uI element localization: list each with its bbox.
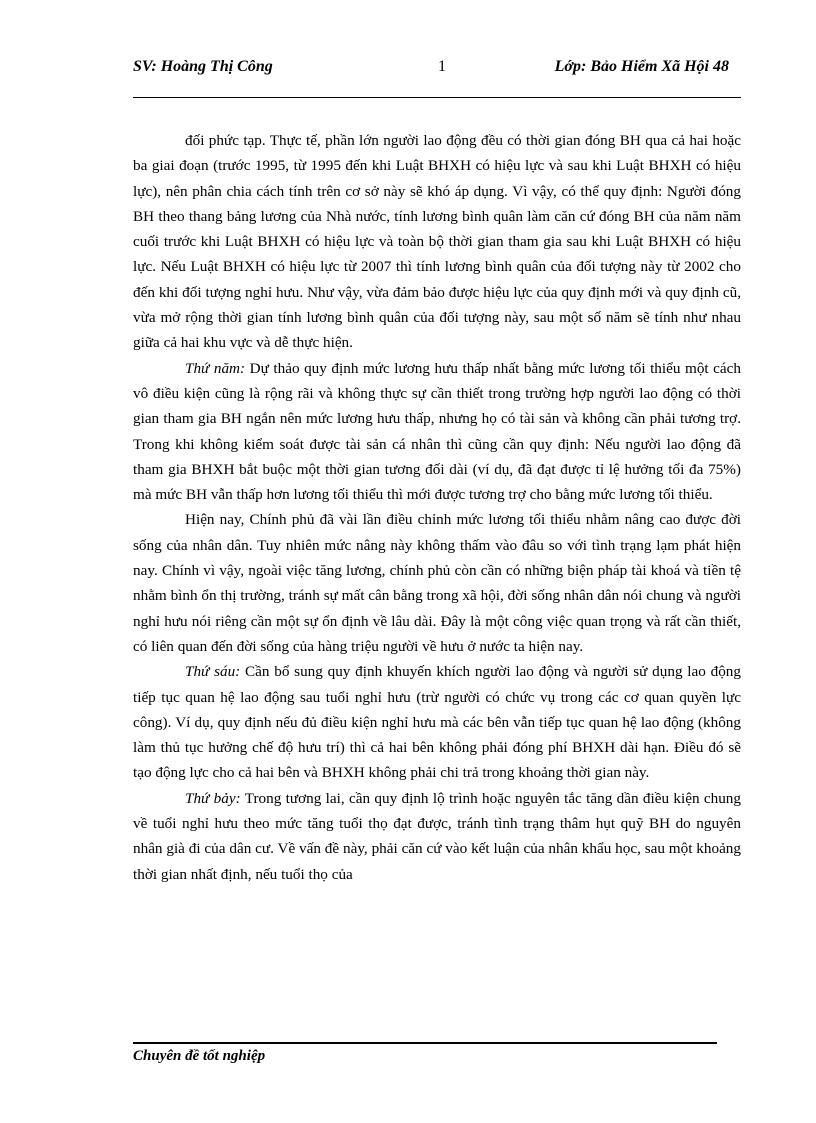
header-student-name: SV: Hoàng Thị Công	[133, 58, 273, 75]
page-header	[133, 58, 741, 80]
paragraph-lead: Thứ bảy:	[185, 789, 241, 807]
page-footer: Chuyên đề tốt nghiệp	[133, 1048, 266, 1064]
paragraph-text: đối phức tạp. Thực tế, phần lớn người lao động đều có thời gian đóng BH qua cả hai hoặc ba giai đoạn (trước 1995, từ 1995 đến khi Luật BHXH có hiệu lực và sau khi Luật BHXH có hiệu lực), nên phân chia cách tính trên cơ sở này sẽ khó áp dụng. Vì vậy, có thể quy định: Người đóng BH theo thang bảng lương của Nhà nước, tính lương bình quân làm căn cứ đóng BH của năm năm cuối trước khi Luật BHXH có hiệu lực và toàn bộ thời gian tham gia sau khi Luật BHXH có hiệu lực. Nếu Luật BHXH có hiệu lực từ 2007 thì tính lương bình quân của đối tượng này từ 2002 cho đến khi đối tượng nghỉ hưu. Như vậy, vừa đảm bảo được hiệu lực của quy định mới và quy định cũ, vừa mở rộng thời gian tính lương bình quân của đối tượng này, sau một số năm sẽ tính như nhau giữa cả hai khu vực và dễ thực hiện.	[133, 132, 741, 352]
paragraph-text: Hiện nay, Chính phủ đã vài lần điều chỉnh mức lương tối thiểu nhằm nâng cao được đời sống của nhân dân. Tuy nhiên mức nâng này không thấm vào đâu so với tình trạng lạm phát hiện nay. Chính vì vậy, ngoài việc tăng lương, chính phủ còn cần có những biện pháp tài khoá và tiền tệ nhằm bình ổn thị trường, tránh sự mất cân bằng trong xã hội, đời sống nhân dân nói chung và người nghỉ hưu nói riêng cần một sự ổn định về lâu dài. Đây là một công việc quan trọng và rất cần thiết, có liên quan đến đời sống của hàng triệu người về hưu ở nước ta hiện nay.	[133, 511, 741, 655]
paragraph-text: Dự thảo quy định mức lương hưu thấp nhất bằng mức lương tối thiểu một cách vô điều kiện cũng là rộng rãi và không thực sự cần thiết trong trường hợp người lao động có thời gian tham gia BH ngắn nên mức lương hưu thấp, nhưng họ có tài sản và không cần phải tương trợ. Trong khi không kiểm soát được tài sản cá nhân thì cũng cần quy định: Nếu người lao động đã tham gia BHXH bắt buộc một thời gian tương đối dài (ví dụ, đã đạt được tỉ lệ hưởng tối đa 75%) mà mức BH vẫn thấp hơn lương tối thiểu thì mới được tương trợ cho bằng mức lương tối thiểu.	[133, 359, 741, 504]
document-body	[133, 128, 741, 887]
header-divider	[133, 97, 741, 98]
header-class-name: Lớp: Bảo Hiểm Xã Hội 48	[554, 58, 729, 75]
paragraph-text: Cần bổ sung quy định khuyến khích người lao động và người sử dụng lao động tiếp tục quan hệ lao động sau tuổi nghỉ hưu (trừ người có chức vụ trong các cơ quan quyền lực công). Ví dụ, quy định nếu đủ điều kiện nghỉ hưu mà các bên vẫn tiếp tục quan hệ lao động (không làm thủ tục hưởng chế độ hưu trí) thì cả hai bên không phải đóng phí BHXH dài hạn. Điều đó sẽ tạo động lực cho cả hai bên và BHXH không phải chi trả trong khoảng thời gian này.	[133, 663, 741, 782]
paragraph-thu-bay	[133, 786, 741, 887]
paragraph-thu-nam	[133, 356, 741, 508]
footer-divider	[133, 1042, 717, 1044]
paragraph-hien-nay	[133, 507, 741, 659]
header-page-number: 1	[438, 58, 446, 75]
paragraph-lead: Thứ năm:	[185, 359, 246, 377]
paragraph-continuation	[133, 128, 741, 356]
paragraph-text: Trong tương lai, cần quy định lộ trình hoặc nguyên tắc tăng dần điều kiện chung về tuổi nghỉ hưu theo mức tăng tuổi thọ đạt được, tránh tình trạng thâm hụt quỹ BH do nguyên nhân già đi của dân cư. Về vấn đề này, phải căn cứ vào kết luận của nhân khẩu học, sau một khoảng thời gian nhất định, nếu tuổi thọ của	[133, 789, 741, 883]
paragraph-thu-sau	[133, 659, 741, 785]
paragraph-lead: Thứ sáu:	[185, 663, 241, 681]
